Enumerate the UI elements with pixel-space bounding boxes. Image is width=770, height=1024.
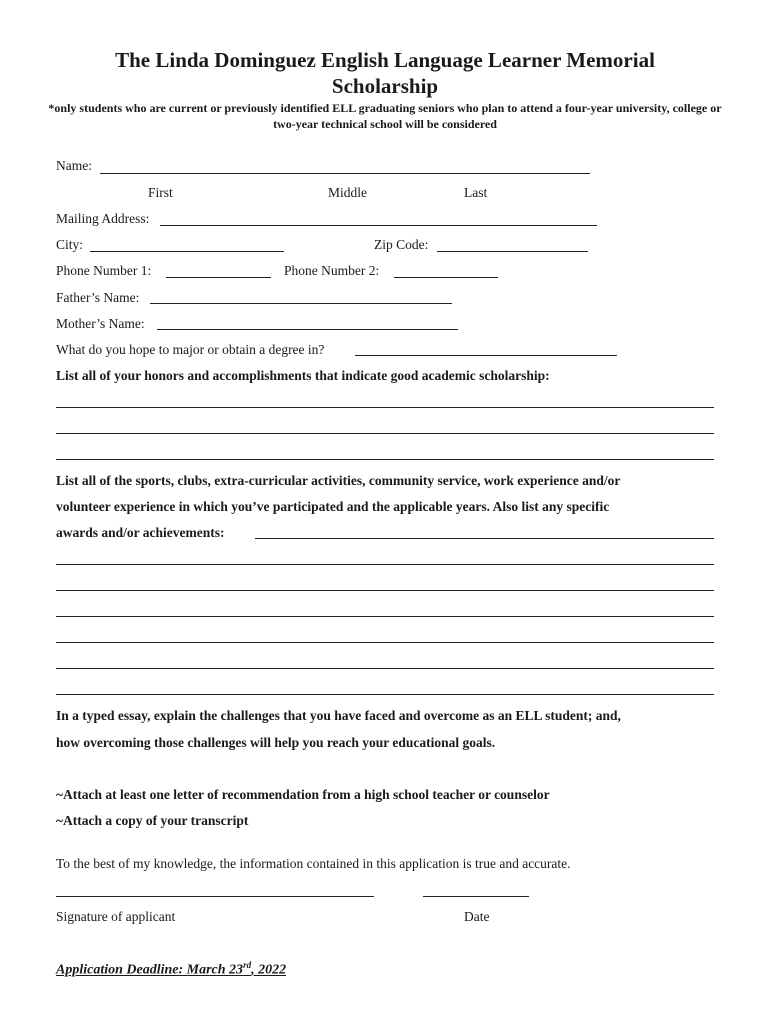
- signature-field[interactable]: [56, 896, 374, 897]
- activities-prompt-line3: awards and/or achievements:: [56, 525, 225, 540]
- honors-answer-line[interactable]: [56, 407, 714, 408]
- activities-answer-line[interactable]: [56, 616, 714, 617]
- form-title-line2: Scholarship: [331, 74, 439, 98]
- activities-prompt-line1: List all of the sports, clubs, extra-curricular activities, community service, work experience and/or: [56, 473, 621, 488]
- form-title-line1: The Linda Dominguez English Language Learner Memorial: [115, 48, 655, 72]
- city-field[interactable]: [90, 251, 284, 252]
- name-last-caption: Last: [464, 185, 488, 200]
- activities-answer-line[interactable]: [56, 642, 714, 643]
- attach-transcript-instruction: ~Attach a copy of your transcript: [56, 813, 249, 828]
- zip-code-label: Zip Code:: [374, 237, 429, 252]
- name-middle-caption: Middle: [328, 185, 367, 200]
- name-field[interactable]: [100, 173, 590, 174]
- major-label: What do you hope to major or obtain a degree in?: [56, 342, 325, 357]
- essay-instruction-line1: In a typed essay, explain the challenges that you have faced and overcome as an ELL student; and,: [56, 708, 621, 723]
- phone-number-1-label: Phone Number 1:: [56, 263, 152, 278]
- deadline-year: , 2022: [251, 962, 287, 978]
- honors-answer-line[interactable]: [56, 433, 714, 434]
- mailing-address-label: Mailing Address:: [56, 211, 150, 226]
- activities-prompt-line2: volunteer experience in which you’ve participated and the applicable years. Also list any specific: [56, 499, 610, 514]
- phone-number-2-label: Phone Number 2:: [284, 263, 380, 278]
- fathers-name-field[interactable]: [150, 303, 452, 304]
- activities-answer-line[interactable]: [56, 694, 714, 695]
- signature-label: Signature of applicant: [56, 909, 176, 924]
- mothers-name-label: Mother’s Name:: [56, 316, 145, 331]
- major-field[interactable]: [355, 355, 617, 356]
- eligibility-note: *only students who are current or previously identified ELL graduating seniors who plan to attend a four-year university, college or two-year technical school will be considered: [48, 101, 722, 131]
- deadline-text: Application Deadline: March 23: [56, 962, 244, 978]
- application-deadline: [56, 960, 286, 979]
- honors-prompt: List all of your honors and accomplishments that indicate good academic scholarship:: [56, 368, 550, 383]
- date-field[interactable]: [423, 896, 529, 897]
- mailing-address-field[interactable]: [160, 225, 597, 226]
- city-label: City:: [56, 237, 84, 252]
- phone-number-1-field[interactable]: [166, 277, 271, 278]
- date-label: Date: [464, 909, 490, 924]
- name-first-caption: First: [148, 185, 173, 200]
- attach-recommendation-instruction: ~Attach at least one letter of recommendation from a high school teacher or counselor: [56, 787, 550, 802]
- phone-number-2-field[interactable]: [394, 277, 498, 278]
- activities-answer-line[interactable]: [56, 564, 714, 565]
- zip-code-field[interactable]: [437, 251, 588, 252]
- essay-instruction-line2: how overcoming those challenges will help you reach your educational goals.: [56, 735, 496, 750]
- honors-answer-line[interactable]: [56, 459, 714, 460]
- mothers-name-field[interactable]: [157, 329, 458, 330]
- deadline-ordinal: rd: [243, 960, 252, 970]
- activities-answer-line[interactable]: [56, 668, 714, 669]
- name-label: Name:: [56, 158, 92, 173]
- activities-answer-line[interactable]: [255, 538, 714, 539]
- activities-answer-line[interactable]: [56, 590, 714, 591]
- fathers-name-label: Father’s Name:: [56, 290, 140, 305]
- certification-statement: To the best of my knowledge, the information contained in this application is true and accurate.: [56, 856, 571, 871]
